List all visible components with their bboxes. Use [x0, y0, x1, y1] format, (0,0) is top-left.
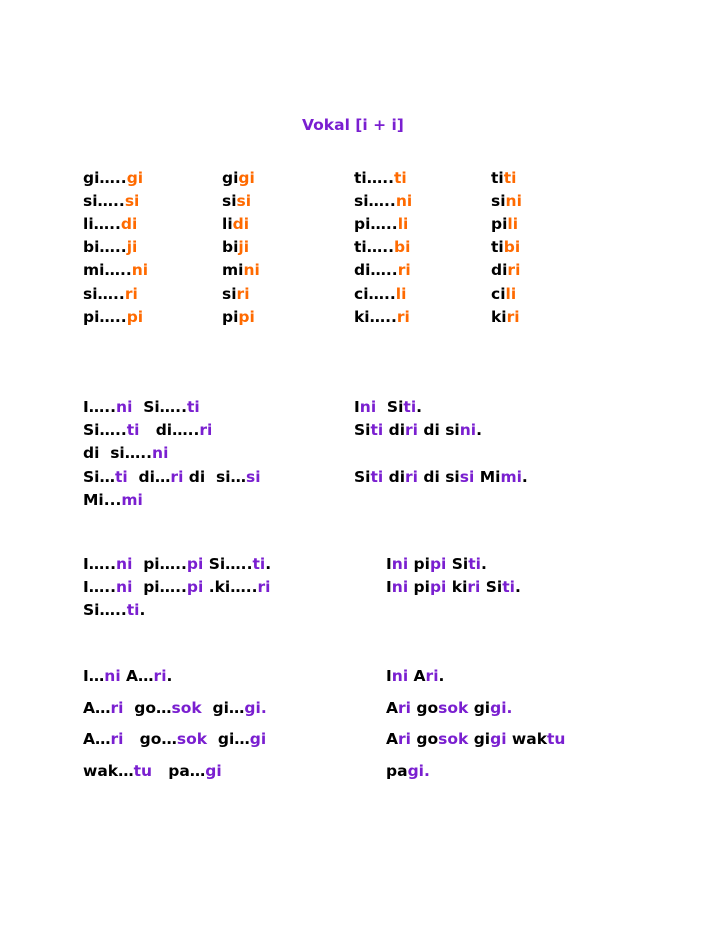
text-segment: pi [408, 555, 430, 573]
text-segment: bi [394, 238, 411, 257]
text-segment: A [386, 698, 398, 717]
syllable-cell [491, 261, 520, 279]
text-segment: Si….. [203, 555, 253, 573]
text-segment: I [386, 578, 392, 597]
text-segment: gi [238, 169, 255, 187]
text-segment: Si [480, 578, 503, 597]
text-segment: pi [222, 307, 239, 326]
text-segment: ri [425, 667, 439, 685]
text-segment: ti [403, 398, 417, 416]
text-segment: pi [126, 307, 144, 326]
text-segment: di si [418, 467, 460, 486]
text-segment: ni [104, 667, 121, 685]
text-segment: . [265, 555, 272, 573]
text-segment: pi [238, 307, 255, 326]
syllable-cell [354, 285, 406, 303]
text-segment: ni [152, 444, 169, 463]
text-segment: ti….. [354, 169, 394, 187]
text-segment: ri [257, 578, 271, 597]
text-segment: pa… [152, 761, 206, 780]
text-segment: wak [506, 730, 548, 748]
answer-line [386, 762, 430, 780]
text-segment: gi… [207, 730, 250, 748]
syllable-cell [222, 261, 260, 279]
text-segment: A… [83, 730, 111, 748]
syllable-cell [491, 215, 518, 233]
text-segment: ji [238, 238, 250, 257]
exercise-line [83, 468, 261, 486]
text-segment: pi [491, 215, 508, 234]
text-segment: pi [429, 555, 447, 573]
syllable-cell [354, 169, 407, 187]
syllable-cell [354, 192, 412, 210]
text-segment: ti [252, 555, 266, 573]
syllable-cell [222, 238, 249, 256]
text-segment: si [222, 284, 237, 303]
text-segment: si [236, 192, 252, 211]
text-segment: Si….. [132, 398, 187, 416]
text-segment: I… [83, 667, 105, 685]
text-segment: ti….. [354, 238, 394, 257]
text-segment: . [139, 601, 146, 620]
text-segment: Si [446, 555, 469, 573]
text-segment: . [521, 467, 528, 486]
exercise-line [83, 555, 271, 573]
text-segment: gi [222, 169, 239, 187]
text-segment: mi [500, 467, 522, 486]
text-segment: ti [503, 169, 517, 187]
exercise-line [83, 421, 212, 439]
text-segment: ti [394, 169, 407, 187]
text-segment: go… [123, 698, 172, 717]
text-segment: . [166, 667, 173, 685]
text-segment: ri [405, 467, 418, 486]
text-segment: ri [467, 578, 481, 597]
answer-line [354, 421, 482, 439]
text-segment: Si….. [83, 601, 127, 620]
text-segment: ri [398, 698, 411, 717]
answer-line [386, 555, 487, 573]
text-segment: ri [236, 284, 250, 303]
text-segment: li [222, 215, 233, 234]
answer-line [354, 468, 528, 486]
text-segment: Si [376, 398, 404, 416]
text-segment: . [514, 578, 521, 597]
text-segment: si [246, 467, 261, 486]
text-segment: ki [491, 307, 507, 326]
text-segment: si….. [354, 192, 396, 211]
syllable-cell [83, 261, 148, 279]
answer-line [354, 398, 422, 416]
text-segment: gi [490, 730, 507, 748]
text-segment: I….. [83, 555, 117, 573]
text-segment: si….. [83, 284, 125, 303]
text-segment: pi [429, 578, 447, 597]
text-segment: ni [131, 261, 149, 280]
text-segment: li [505, 284, 517, 303]
text-segment: ti [370, 421, 384, 440]
text-segment: ti [502, 578, 515, 597]
text-segment: ri [124, 284, 138, 303]
syllable-cell [222, 285, 250, 303]
answer-line [386, 578, 521, 596]
exercise-line [83, 762, 222, 780]
text-segment: ki [446, 578, 468, 597]
text-segment: mi [121, 490, 143, 509]
text-segment: li [397, 215, 409, 234]
text-segment: pi….. [132, 578, 187, 597]
text-segment: di… [127, 467, 171, 486]
syllable-cell [491, 169, 516, 187]
text-segment: si [222, 192, 237, 211]
text-segment: di si….. [83, 444, 153, 463]
syllable-cell [491, 192, 522, 210]
text-segment: . [476, 421, 482, 440]
text-segment: di [120, 215, 138, 234]
text-segment: pi….. [132, 555, 187, 573]
text-segment: di si… [183, 467, 247, 486]
text-segment: tu [547, 730, 566, 748]
text-segment: A… [120, 667, 154, 685]
text-segment: pi….. [354, 215, 398, 234]
text-segment: ki….. [354, 307, 397, 326]
syllable-cell [491, 238, 520, 256]
page-title: Vokal [i + i] [302, 116, 404, 134]
text-segment: . [416, 398, 423, 416]
text-segment: ti [370, 467, 384, 486]
text-segment: go [410, 698, 439, 717]
text-segment: sok [438, 730, 469, 748]
text-segment: gi. [490, 698, 513, 717]
text-segment: bi [222, 238, 239, 257]
text-segment: I [354, 398, 360, 416]
text-segment: Si… [83, 467, 115, 486]
text-segment: gi [468, 730, 491, 748]
text-segment: ji [126, 238, 138, 257]
text-segment: . [438, 667, 445, 685]
exercise-line [83, 601, 145, 619]
text-segment: ri [396, 307, 410, 326]
syllable-cell [222, 308, 255, 326]
text-segment: ni [243, 261, 260, 280]
text-segment: ri [506, 307, 520, 326]
text-segment: pi [186, 555, 204, 573]
syllable-cell [83, 215, 137, 233]
text-segment: pi [186, 578, 204, 597]
text-segment: di [383, 421, 406, 440]
text-segment: ri [507, 261, 521, 280]
text-segment: ti [126, 421, 140, 440]
text-segment: A [386, 730, 398, 748]
text-segment: li [507, 215, 519, 234]
text-segment: ti [491, 169, 504, 187]
text-segment: A [408, 667, 426, 685]
text-segment: ci….. [354, 284, 396, 303]
exercise-line [83, 667, 172, 685]
text-segment: ni [116, 398, 133, 416]
text-segment: ri [110, 698, 124, 717]
text-segment: ti [114, 467, 128, 486]
text-segment: ri [110, 730, 124, 748]
text-segment: I [386, 667, 392, 685]
answer-line [386, 699, 512, 717]
text-segment: bi….. [83, 238, 127, 257]
text-segment: di [232, 215, 250, 234]
text-segment: ni [505, 192, 522, 211]
text-segment: .ki….. [203, 578, 258, 597]
text-segment: bi [503, 238, 521, 257]
exercise-line [83, 730, 266, 748]
syllable-cell [491, 308, 520, 326]
exercise-line [83, 444, 168, 462]
text-segment: gi. [407, 761, 430, 780]
text-segment: ri [199, 421, 213, 440]
text-segment: Mi [474, 467, 501, 486]
text-segment: pi [408, 578, 430, 597]
syllable-cell [354, 261, 411, 279]
text-segment: Si [354, 421, 371, 440]
syllable-cell [222, 192, 251, 210]
text-segment: A… [83, 698, 111, 717]
syllable-cell [83, 238, 137, 256]
syllable-cell [83, 169, 143, 187]
exercise-line [83, 491, 143, 509]
text-segment: ni [116, 578, 133, 597]
text-segment: pi….. [83, 307, 127, 326]
text-segment: gi [205, 761, 222, 780]
text-segment: li [395, 284, 407, 303]
text-segment: ti [186, 398, 200, 416]
text-segment: ci [491, 284, 506, 303]
text-segment: si….. [83, 192, 125, 211]
text-segment: ni [359, 398, 377, 416]
text-segment: sok [171, 698, 202, 717]
text-segment: tu [133, 761, 153, 780]
text-segment: gi. [244, 698, 267, 717]
syllable-cell [222, 215, 249, 233]
text-segment: ti [468, 555, 481, 573]
text-segment: ri [397, 261, 411, 280]
text-segment: ni [391, 667, 409, 685]
syllable-cell [83, 192, 139, 210]
text-segment: gi [249, 730, 267, 748]
syllable-cell [354, 215, 408, 233]
answer-line [386, 667, 444, 685]
text-segment: gi [468, 698, 491, 717]
text-segment: gi [126, 169, 144, 187]
text-segment: ni [459, 421, 477, 440]
text-segment: mi….. [83, 261, 132, 280]
text-segment: sok [438, 698, 469, 717]
text-segment: ni [391, 555, 409, 573]
text-segment: di si [418, 421, 460, 440]
text-segment: di….. [139, 421, 200, 440]
exercise-line [83, 398, 200, 416]
text-segment: ri [398, 730, 411, 748]
syllable-cell [491, 285, 516, 303]
text-segment: sok [176, 730, 208, 748]
text-segment: si [459, 467, 475, 486]
exercise-line [83, 699, 267, 717]
syllable-cell [354, 238, 410, 256]
text-segment: go… [123, 730, 177, 748]
syllable-cell [222, 169, 255, 187]
text-segment: Mi... [83, 490, 122, 509]
text-segment: I….. [83, 578, 117, 597]
text-segment: wak… [83, 761, 134, 780]
syllable-cell [83, 285, 138, 303]
text-segment: ri [405, 421, 418, 440]
text-segment: ti [126, 601, 140, 620]
text-segment: di….. [354, 261, 398, 280]
text-segment: ni [116, 555, 133, 573]
text-segment: ti [491, 238, 504, 257]
syllable-cell [354, 308, 410, 326]
text-segment: ri [170, 467, 184, 486]
text-segment: gi….. [83, 169, 127, 187]
text-segment: di [383, 467, 406, 486]
text-segment: . [480, 555, 487, 573]
text-segment: si [124, 192, 140, 211]
text-segment: go [410, 730, 439, 748]
answer-line [386, 730, 565, 748]
text-segment: gi… [201, 698, 245, 717]
text-segment: ri [153, 667, 167, 685]
text-segment: I….. [83, 398, 117, 416]
text-segment: li….. [83, 215, 121, 234]
text-segment: ni [391, 578, 409, 597]
syllable-cell [83, 308, 143, 326]
exercise-line [83, 578, 270, 596]
text-segment: pa [386, 761, 408, 780]
text-segment: si [491, 192, 506, 211]
text-segment: mi [222, 261, 244, 280]
text-segment: di [491, 261, 508, 280]
text-segment: Si….. [83, 421, 127, 440]
text-segment: Si [354, 467, 371, 486]
text-segment: ni [395, 192, 413, 211]
text-segment: I [386, 555, 392, 573]
